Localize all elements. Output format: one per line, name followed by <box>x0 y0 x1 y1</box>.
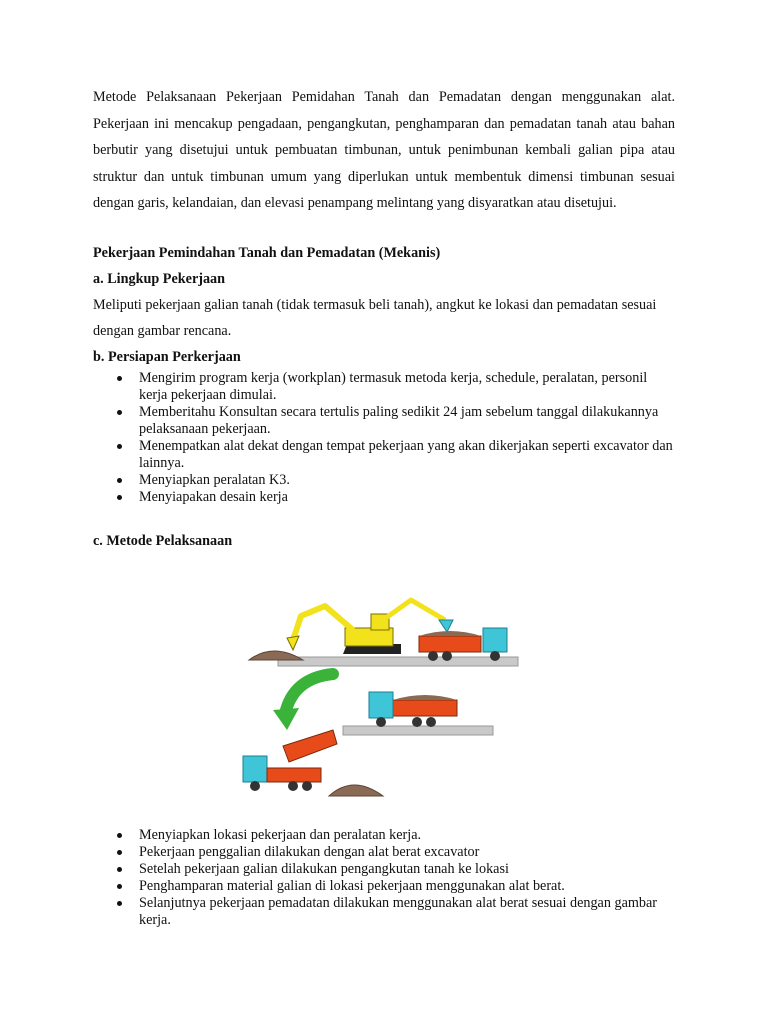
list-item: Pekerjaan penggalian dilakukan dengan alat berat excavator <box>93 844 675 861</box>
bullet-icon <box>117 833 122 838</box>
list-item: Menyiapkan lokasi pekerjaan dan peralatan kerja. <box>93 827 675 844</box>
earthwork-illustration <box>233 596 533 806</box>
soil-pile-icon <box>329 785 383 796</box>
bullet-icon <box>117 444 122 449</box>
persiapan-list <box>93 370 675 506</box>
curved-arrow-icon <box>285 674 333 714</box>
dump-truck-icon <box>369 692 457 727</box>
list-item: Memberitahu Konsultan secara tertulis paling sedikit 24 jam sebelum tanggal dilakukannya pelaksanaan pekerjaan. <box>93 404 675 438</box>
list-item: Menyiapakan desain kerja <box>93 489 675 506</box>
bullet-icon <box>117 410 122 415</box>
bullet-icon <box>117 884 122 889</box>
bullet-icon <box>117 376 122 381</box>
heading-metode: c. Metode Pelaksanaan <box>93 532 233 549</box>
list-item: Menempatkan alat dekat dengan tempat pekerjaan yang akan dikerjakan seperti excavator dan lainnya. <box>93 438 675 472</box>
bullet-icon <box>117 478 122 483</box>
metode-list <box>93 827 675 929</box>
bullet-icon <box>117 901 122 906</box>
intro-paragraph: Metode Pelaksanaan Pekerjaan Pemidahan Tanah dan Pemadatan dengan menggunakan alat. Pekerjaan ini mencakup pengadaan, pengangkutan, penghamparan dan pemadatan tanah atau bahan berbutir yang disetujui untuk pembuatan timbunan, untuk penimbunan kembali galian pipa atau struktur dan untuk timbunan umum yang diperlukan untuk membentuk dimensi timbunan sesuai dengan garis, kelandaian, dan elevasi penampang melintang yang disyaratkan atau disetujui. <box>93 89 675 212</box>
soil-pile-icon <box>249 651 303 660</box>
bullet-icon <box>117 867 122 872</box>
bullet-icon <box>117 495 122 500</box>
middle-ground-slab <box>343 726 493 735</box>
dump-truck-icon <box>243 730 337 791</box>
list-item: Setelah pekerjaan galian dilakukan pengangkutan tanah ke lokasi <box>93 861 675 878</box>
heading-persiapan: b. Persiapan Perkerjaan <box>93 348 241 365</box>
list-item: Menyiapkan peralatan K3. <box>93 472 675 489</box>
heading-lingkup: a. Lingkup Pekerjaan <box>93 270 226 287</box>
document-body <box>93 84 675 554</box>
list-item: Selanjutnya pekerjaan pemadatan dilakukan menggunakan alat berat sesuai dengan gambar kerja. <box>93 895 675 929</box>
upper-ground-slab <box>278 657 518 666</box>
section-title: Pekerjaan Pemindahan Tanah dan Pemadatan (Mekanis) <box>93 244 441 261</box>
dump-truck-icon <box>419 628 507 661</box>
list-item: Penghamparan material galian di lokasi pekerjaan menggunakan alat berat. <box>93 878 675 895</box>
bullet-icon <box>117 850 122 855</box>
list-item: Mengirim program kerja (workplan) termasuk metoda kerja, schedule, peralatan, personil kerja pekerjaan dimulai. <box>93 370 675 404</box>
lingkup-text: Meliputi pekerjaan galian tanah (tidak termasuk beli tanah), angkut ke lokasi dan pemadatan sesuai dengan gambar rencana. <box>93 296 657 339</box>
